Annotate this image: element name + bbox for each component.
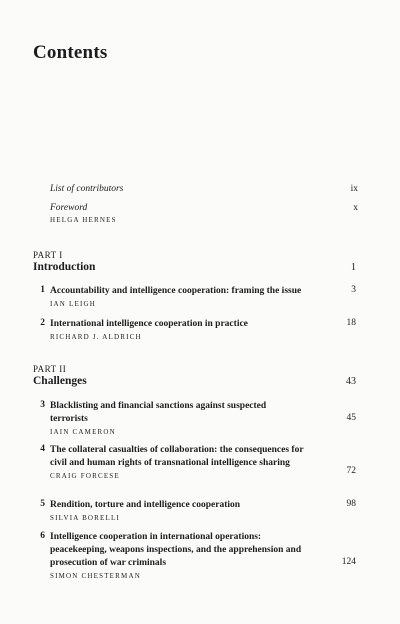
- part-title: Introduction: [33, 261, 96, 273]
- chapter-number: 5: [40, 499, 45, 509]
- chapter-author: SILVIA BORELLI: [50, 514, 121, 522]
- chapter-title: International intelligence cooperation in practice: [50, 319, 248, 329]
- chapter-entry-1: [33, 285, 356, 308]
- part-heading-2: [33, 364, 356, 387]
- part-title: Challenges: [33, 375, 87, 387]
- chapter-author: IAIN CAMERON: [50, 428, 116, 436]
- part-page: 43: [346, 376, 356, 387]
- chapter-title: Rendition, torture and intelligence cooperation: [50, 500, 241, 510]
- chapter-title: Intelligence cooperation in international operations: peacekeeping, weapons inspections, and the apprehension and prosecution of war criminals: [50, 532, 302, 568]
- front-matter-foreword: [50, 203, 358, 224]
- front-matter-page: ix: [350, 184, 358, 194]
- chapter-title: The collateral casualties of collaboration: the consequences for civil and human rights of transnational intelligence sharing: [50, 445, 304, 468]
- chapter-author: RICHARD J. ALDRICH: [50, 333, 142, 341]
- chapter-page: 18: [346, 318, 356, 328]
- chapter-entry-3: [33, 400, 356, 436]
- chapter-author: CRAIG FORCESE: [50, 472, 120, 480]
- part-label: PART I: [33, 250, 63, 260]
- front-matter-contributors: [50, 184, 358, 194]
- chapter-number: 3: [40, 400, 45, 410]
- chapter-page: 124: [341, 557, 356, 567]
- chapter-number: 4: [40, 444, 45, 454]
- chapter-author: IAN LEIGH: [50, 300, 96, 308]
- chapter-title: Accountability and intelligence cooperation: framing the issue: [50, 286, 302, 296]
- chapter-page: 3: [351, 285, 356, 295]
- part-label: PART II: [33, 364, 67, 374]
- chapter-title: Blacklisting and financial sanctions against suspected terrorists: [50, 401, 267, 424]
- chapter-page: 45: [346, 413, 356, 423]
- page-title: Contents: [33, 42, 108, 63]
- chapter-number: 6: [40, 531, 45, 541]
- chapter-number: 1: [40, 285, 45, 295]
- front-matter-author: HELGA HERNES: [50, 216, 117, 224]
- front-matter-page: x: [353, 203, 358, 213]
- chapter-entry-2: [33, 318, 356, 341]
- chapter-entry-5: [33, 499, 356, 522]
- front-matter-label: Foreword: [50, 203, 88, 213]
- chapter-author: SIMON CHESTERMAN: [50, 572, 141, 580]
- front-matter-label: List of contributors: [50, 184, 124, 194]
- chapter-number: 2: [40, 318, 45, 328]
- part-page: 1: [351, 262, 356, 273]
- chapter-page: 72: [346, 466, 356, 476]
- chapter-page: 98: [346, 499, 356, 509]
- part-heading-1: [33, 250, 356, 273]
- chapter-entry-6: [33, 531, 356, 580]
- chapter-entry-4: [33, 444, 356, 480]
